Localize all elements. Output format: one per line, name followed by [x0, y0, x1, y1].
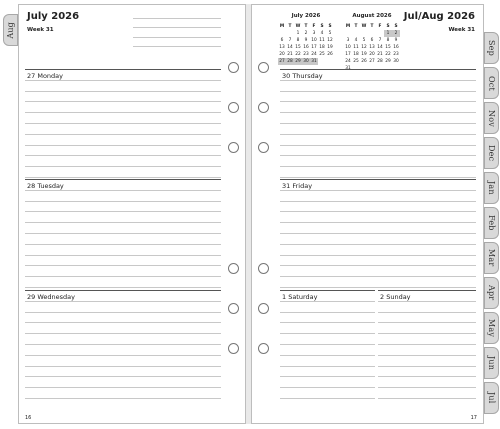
month-tab-jun[interactable] — [484, 347, 499, 379]
calendar-day[interactable]: 22 — [295, 52, 301, 57]
month-tab-label: Jan — [487, 181, 496, 195]
ruled-line[interactable] — [378, 312, 476, 313]
calendar-day[interactable]: 29 — [295, 59, 301, 64]
ruled-line[interactable] — [280, 91, 476, 92]
day-label-thursday: 30 Thursday — [282, 72, 323, 80]
calendar-day[interactable]: 7 — [378, 38, 382, 43]
calendar-day[interactable]: 5 — [362, 38, 366, 43]
month-tab-label: Aug — [6, 21, 15, 39]
binder-ring-hole — [228, 62, 239, 73]
left-page-number: 16 — [25, 415, 32, 421]
calendar-day[interactable]: 2 — [304, 31, 308, 36]
calendar-empty-cell — [286, 30, 294, 37]
month-tab-label: Mar — [487, 249, 496, 267]
month-tab-label: May — [487, 318, 496, 338]
calendar-day[interactable]: 8 — [296, 38, 300, 43]
day-label-wednesday: 29 Wednesday — [27, 293, 75, 301]
ruled-line[interactable] — [25, 145, 221, 146]
mini-calendar-title: July 2026 — [291, 13, 321, 19]
ruled-line[interactable] — [25, 166, 221, 167]
ruled-line[interactable] — [280, 101, 476, 102]
binder-ring-hole — [228, 343, 239, 354]
calendar-day[interactable]: 18 — [353, 52, 359, 57]
calendar-day[interactable]: 3 — [312, 31, 316, 36]
ruled-line[interactable] — [25, 134, 221, 135]
day-separator-line[interactable] — [280, 179, 476, 180]
ruled-line[interactable] — [25, 265, 221, 266]
ruled-line[interactable] — [280, 301, 375, 302]
weekday-header: S — [386, 24, 390, 29]
ruled-line[interactable] — [280, 255, 476, 256]
calendar-day[interactable]: 16 — [303, 45, 309, 50]
weekday-header: T — [304, 24, 308, 29]
binder-ring-hole — [258, 142, 269, 153]
calendar-day[interactable]: 30 — [393, 59, 399, 64]
month-tab-label: Jun — [487, 355, 496, 371]
calendar-empty-cell — [318, 58, 326, 65]
calendar-day[interactable]: 23 — [393, 52, 399, 57]
ruled-line[interactable] — [280, 190, 476, 191]
calendar-day[interactable]: 14 — [287, 45, 293, 50]
binder-ring-hole — [228, 263, 239, 274]
calendar-day[interactable]: 24 — [345, 59, 351, 64]
month-tab-aug[interactable] — [3, 14, 18, 46]
calendar-day[interactable]: 27 — [369, 59, 375, 64]
weekday-header: T — [370, 24, 374, 29]
ruled-line[interactable] — [25, 190, 221, 191]
ruled-line[interactable] — [280, 222, 476, 223]
ruled-line[interactable] — [280, 123, 476, 124]
calendar-day[interactable]: 29 — [385, 59, 391, 64]
ruled-line[interactable] — [280, 366, 375, 367]
ruled-line[interactable] — [25, 387, 221, 388]
ruled-line[interactable] — [378, 398, 476, 399]
day-separator-line[interactable] — [280, 69, 476, 70]
calendar-day[interactable]: 3 — [346, 38, 350, 43]
day-separator-line[interactable] — [133, 18, 221, 19]
left-week-label: Week 31 — [27, 27, 54, 33]
ruled-line[interactable] — [280, 80, 476, 81]
calendar-day[interactable]: 31 — [311, 59, 317, 64]
ruled-line[interactable] — [25, 322, 221, 323]
month-tab-label: Oct — [487, 75, 496, 91]
ruled-line[interactable] — [378, 322, 476, 323]
month-tab-label: Feb — [487, 215, 496, 231]
ruled-line[interactable] — [280, 276, 476, 277]
ruled-line[interactable] — [378, 366, 476, 367]
ruled-line[interactable] — [280, 244, 476, 245]
ruled-line[interactable] — [25, 177, 221, 178]
ruled-line[interactable] — [25, 344, 221, 345]
binder-ring-hole — [258, 102, 269, 113]
ruled-line[interactable] — [25, 376, 221, 377]
day-separator-line[interactable] — [280, 290, 375, 291]
day-label-monday: 27 Monday — [27, 72, 63, 80]
calendar-day[interactable]: 19 — [327, 45, 333, 50]
calendar-day[interactable]: 24 — [311, 52, 317, 57]
ruled-line[interactable] — [280, 312, 375, 313]
calendar-day[interactable]: 2 — [392, 30, 400, 37]
month-tab-oct[interactable] — [484, 67, 499, 99]
calendar-day[interactable]: 16 — [393, 45, 399, 50]
day-separator-line[interactable] — [25, 179, 221, 180]
calendar-day[interactable]: 18 — [319, 45, 325, 50]
ruled-line[interactable] — [25, 355, 221, 356]
right-week-label: Week 31 — [448, 27, 475, 33]
mini-calendar-title: August 2026 — [352, 13, 392, 19]
ruled-line[interactable] — [25, 123, 221, 124]
calendar-day[interactable]: 10 — [311, 38, 317, 43]
month-tab-label: Dec — [487, 144, 496, 162]
ruled-line[interactable] — [25, 244, 221, 245]
calendar-day[interactable]: 5 — [328, 31, 332, 36]
month-tab-may[interactable] — [484, 312, 499, 344]
ruled-line[interactable] — [280, 287, 476, 288]
calendar-empty-cell — [360, 30, 368, 37]
calendar-day[interactable]: 11 — [319, 38, 325, 43]
calendar-day[interactable]: 4 — [354, 38, 358, 43]
ruled-line[interactable] — [378, 301, 476, 302]
calendar-day[interactable]: 19 — [361, 52, 367, 57]
ruled-line[interactable] — [25, 366, 221, 367]
right-page — [251, 4, 484, 424]
weekday-header: S — [320, 24, 324, 29]
ruled-line[interactable] — [280, 177, 476, 178]
weekday-header: S — [394, 24, 398, 29]
ruled-line[interactable] — [25, 398, 221, 399]
calendar-day[interactable]: 13 — [369, 45, 375, 50]
day-label-saturday: 1 Saturday — [282, 293, 318, 301]
day-separator-line[interactable] — [25, 290, 221, 291]
ruled-line[interactable] — [25, 91, 221, 92]
ruled-line[interactable] — [25, 101, 221, 102]
ruled-line[interactable] — [280, 265, 476, 266]
calendar-day[interactable]: 4 — [320, 31, 324, 36]
right-page-number: 17 — [470, 415, 477, 421]
ruled-line[interactable] — [280, 376, 375, 377]
month-tab-apr[interactable] — [484, 277, 499, 309]
ruled-line[interactable] — [25, 211, 221, 212]
month-tab-label: Sep — [487, 40, 496, 56]
calendar-empty-cell — [376, 30, 384, 37]
ruled-line[interactable] — [133, 27, 221, 28]
ruled-line[interactable] — [280, 155, 476, 156]
month-tab-jan[interactable] — [484, 172, 499, 204]
day-separator-line[interactable] — [378, 290, 476, 291]
day-label-friday: 31 Friday — [282, 182, 313, 190]
month-tab-feb[interactable] — [484, 207, 499, 239]
calendar-empty-cell — [352, 30, 360, 37]
calendar-empty-cell — [344, 30, 352, 37]
calendar-day[interactable]: 25 — [353, 59, 359, 64]
ruled-line[interactable] — [25, 276, 221, 277]
weekday-header: M — [345, 24, 351, 29]
calendar-day[interactable]: 17 — [345, 52, 351, 57]
ruled-line[interactable] — [378, 333, 476, 334]
ruled-line[interactable] — [280, 355, 375, 356]
month-tab-label: Jul — [487, 392, 496, 404]
ruled-line[interactable] — [280, 112, 476, 113]
month-tab-mar[interactable] — [484, 242, 499, 274]
calendar-day[interactable]: 17 — [311, 45, 317, 50]
weekday-header: M — [279, 24, 285, 29]
calendar-day[interactable]: 1 — [296, 31, 300, 36]
left-page — [18, 4, 246, 424]
calendar-day[interactable]: 22 — [385, 52, 391, 57]
ruled-line[interactable] — [280, 344, 375, 345]
weekday-header: T — [288, 24, 292, 29]
calendar-day[interactable]: 28 — [377, 59, 383, 64]
calendar-day[interactable]: 21 — [287, 52, 293, 57]
calendar-empty-cell — [278, 30, 286, 37]
calendar-day[interactable]: 12 — [327, 38, 333, 43]
calendar-day[interactable]: 26 — [327, 52, 333, 57]
weekday-header: F — [378, 24, 382, 29]
calendar-day[interactable]: 30 — [303, 59, 309, 64]
calendar-day[interactable]: 27 — [279, 59, 285, 64]
ruled-line[interactable] — [25, 255, 221, 256]
calendar-day[interactable]: 20 — [369, 52, 375, 57]
calendar-day[interactable]: 7 — [288, 38, 292, 43]
ruled-line[interactable] — [25, 80, 221, 81]
ruled-line[interactable] — [378, 355, 476, 356]
binder-ring-hole — [228, 303, 239, 314]
ruled-line[interactable] — [280, 233, 476, 234]
weekday-header: W — [361, 24, 367, 29]
calendar-day[interactable]: 6 — [280, 38, 284, 43]
calendar-day[interactable]: 28 — [287, 59, 293, 64]
calendar-day[interactable]: 10 — [345, 45, 351, 50]
calendar-day[interactable]: 15 — [385, 45, 391, 50]
ruled-line[interactable] — [280, 322, 375, 323]
ruled-line[interactable] — [280, 211, 476, 212]
calendar-day[interactable]: 15 — [295, 45, 301, 50]
weekday-header: S — [328, 24, 332, 29]
ruled-line[interactable] — [280, 134, 476, 135]
day-separator-line[interactable] — [25, 69, 221, 70]
ruled-line[interactable] — [280, 201, 476, 202]
ruled-line[interactable] — [280, 166, 476, 167]
mini-calendar-grid — [344, 23, 400, 72]
ruled-line[interactable] — [25, 333, 221, 334]
calendar-day[interactable]: 1 — [384, 30, 392, 37]
calendar-day[interactable]: 31 — [345, 66, 351, 71]
month-tab-label: Apr — [487, 285, 496, 301]
calendar-day[interactable]: 8 — [386, 38, 390, 43]
weekday-header: W — [295, 24, 301, 29]
month-tab-sep[interactable] — [484, 32, 499, 64]
weekday-header: T — [354, 24, 358, 29]
day-label-sunday: 2 Sunday — [380, 293, 411, 301]
mini-calendar-grid — [278, 23, 334, 65]
calendar-day[interactable]: 13 — [279, 45, 285, 50]
calendar-day[interactable]: 11 — [353, 45, 359, 50]
month-tab-label: Nov — [487, 109, 496, 127]
binder-ring-hole — [258, 343, 269, 354]
calendar-day[interactable]: 25 — [319, 52, 325, 57]
calendar-day[interactable]: 9 — [394, 38, 398, 43]
ruled-line[interactable] — [25, 222, 221, 223]
calendar-day[interactable]: 14 — [377, 45, 383, 50]
ruled-line[interactable] — [378, 387, 476, 388]
left-page-title: July 2026 — [27, 11, 80, 22]
ruled-line[interactable] — [25, 155, 221, 156]
ruled-line[interactable] — [25, 312, 221, 313]
calendar-day[interactable]: 12 — [361, 45, 367, 50]
ruled-line[interactable] — [280, 145, 476, 146]
ruled-line[interactable] — [280, 398, 375, 399]
calendar-day[interactable]: 20 — [279, 52, 285, 57]
ruled-line[interactable] — [280, 333, 375, 334]
right-page-title: Jul/Aug 2026 — [403, 11, 475, 22]
binder-ring-hole — [228, 142, 239, 153]
binder-ring-hole — [258, 303, 269, 314]
ruled-line[interactable] — [25, 112, 221, 113]
calendar-day[interactable]: 21 — [377, 52, 383, 57]
ruled-line[interactable] — [378, 376, 476, 377]
day-label-tuesday: 28 Tuesday — [27, 182, 64, 190]
binder-ring-hole — [228, 102, 239, 113]
calendar-day[interactable]: 23 — [303, 52, 309, 57]
ruled-line[interactable] — [133, 46, 221, 47]
ruled-line[interactable] — [25, 201, 221, 202]
month-tab-nov[interactable] — [484, 102, 499, 134]
weekday-header: F — [312, 24, 316, 29]
ruled-line[interactable] — [25, 287, 221, 288]
month-tab-dec[interactable] — [484, 137, 499, 169]
month-tab-jul[interactable] — [484, 382, 499, 414]
ruled-line[interactable] — [25, 301, 221, 302]
binder-ring-hole — [258, 263, 269, 274]
binder-ring-hole — [258, 62, 269, 73]
calendar-empty-cell — [326, 58, 334, 65]
ruled-line[interactable] — [378, 344, 476, 345]
calendar-day[interactable]: 26 — [361, 59, 367, 64]
calendar-day[interactable]: 6 — [370, 38, 374, 43]
ruled-line[interactable] — [133, 37, 221, 38]
calendar-day[interactable]: 9 — [304, 38, 308, 43]
ruled-line[interactable] — [280, 387, 375, 388]
calendar-empty-cell — [368, 30, 376, 37]
ruled-line[interactable] — [25, 233, 221, 234]
